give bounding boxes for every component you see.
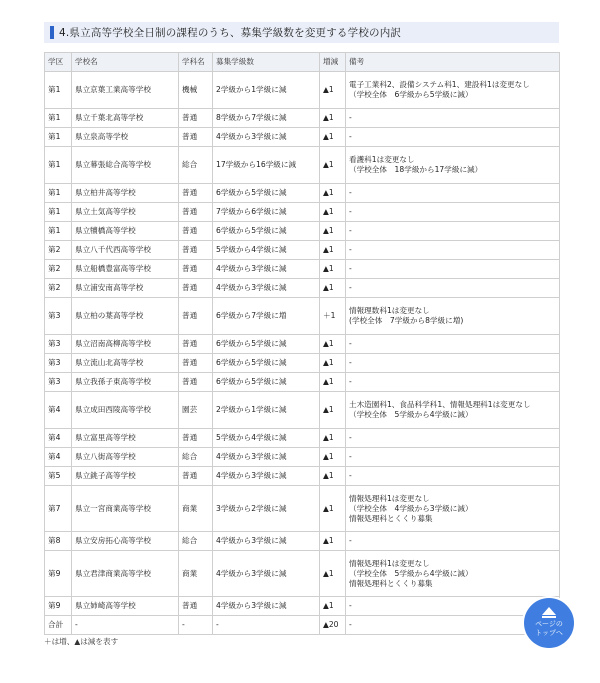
cell-district: 第5: [45, 467, 72, 486]
header-course: 学科名: [179, 53, 213, 72]
remarks-line: 電子工業科2、設備システム科1、建設科1は変更なし: [349, 80, 530, 89]
schools-table: [44, 52, 560, 635]
cell-change: 2学級から1学級に減: [213, 72, 320, 109]
cell-district: 第2: [45, 241, 72, 260]
cell-remarks: [346, 279, 560, 298]
cell-remarks: [346, 72, 560, 109]
table-row: [45, 335, 560, 354]
table-row: [45, 128, 560, 147]
cell-change: 5学級から4学級に減: [213, 241, 320, 260]
cell-course: 園芸: [179, 392, 213, 429]
cell-delta: ▲1: [320, 429, 346, 448]
cell-course: 普通: [179, 184, 213, 203]
cell-delta: ▲1: [320, 448, 346, 467]
cell-course: 総合: [179, 448, 213, 467]
cell-district: 第1: [45, 184, 72, 203]
cell-course: 普通: [179, 109, 213, 128]
remarks-line: -: [349, 226, 352, 235]
cell-change: 4学級から3学級に減: [213, 260, 320, 279]
cell-school: 県立船橋豊富高等学校: [72, 260, 179, 279]
header-remarks: 備考: [346, 53, 560, 72]
table-row: [45, 109, 560, 128]
remarks-line: -: [349, 245, 352, 254]
cell-course: 普通: [179, 373, 213, 392]
remarks-line: （学校全体 18学級から17学級に減）: [349, 165, 483, 174]
cell-delta: ＋1: [320, 298, 346, 335]
cell-remarks: [346, 203, 560, 222]
table-row: [45, 72, 560, 109]
cell-district: 第8: [45, 532, 72, 551]
cell-change: 6学級から5学級に減: [213, 184, 320, 203]
remarks-line: （学校全体 6学級から5学級に減）: [349, 90, 473, 99]
remarks-line: -: [349, 620, 352, 629]
cell-district: 第4: [45, 448, 72, 467]
cell-remarks: [346, 184, 560, 203]
cell-remarks: [346, 392, 560, 429]
cell-delta: ▲1: [320, 260, 346, 279]
cell-change: 5学級から4学級に減: [213, 429, 320, 448]
cell-school: 県立成田西陵高等学校: [72, 392, 179, 429]
cell-district: 第7: [45, 486, 72, 532]
cell-change: 2学級から1学級に減: [213, 392, 320, 429]
table-row: [45, 429, 560, 448]
cell-change: 4学級から3学級に減: [213, 597, 320, 616]
cell-change: 4学級から3学級に減: [213, 448, 320, 467]
remarks-line: -: [349, 207, 352, 216]
cell-district: 第3: [45, 335, 72, 354]
section-title-bar: [44, 22, 559, 43]
cell-remarks: [346, 222, 560, 241]
cell-delta: ▲1: [320, 597, 346, 616]
cell-course: 普通: [179, 298, 213, 335]
remarks-line: 看護科1は変更なし: [349, 155, 415, 164]
table-row: [45, 184, 560, 203]
cell-school: 県立安房拓心高等学校: [72, 532, 179, 551]
cell-district: 第3: [45, 354, 72, 373]
table-row: [45, 298, 560, 335]
cell-delta: ▲1: [320, 467, 346, 486]
table-row: [45, 392, 560, 429]
cell-course: 普通: [179, 241, 213, 260]
cell-school: 県立沼南高柳高等学校: [72, 335, 179, 354]
bar-icon: [542, 616, 556, 618]
cell-school: 県立犢橋高等学校: [72, 222, 179, 241]
cell-district: 第2: [45, 279, 72, 298]
cell-change: 6学級から5学級に減: [213, 354, 320, 373]
cell-change: 8学級から7学級に減: [213, 109, 320, 128]
cell-change: 6学級から5学級に減: [213, 335, 320, 354]
cell-change: 4学級から3学級に減: [213, 467, 320, 486]
cell-course: -: [179, 616, 213, 635]
cell-school: 県立土気高等学校: [72, 203, 179, 222]
table-row: [45, 467, 560, 486]
cell-school: 県立八街高等学校: [72, 448, 179, 467]
remarks-line: 情報処理科1は変更なし: [349, 558, 430, 568]
cell-course: 総合: [179, 147, 213, 184]
cell-change: 6学級から7学級に増: [213, 298, 320, 335]
cell-change: 17学級から16学級に減: [213, 147, 320, 184]
cell-course: 普通: [179, 467, 213, 486]
header-school: 学校名: [72, 53, 179, 72]
cell-delta: ▲1: [320, 486, 346, 532]
cell-remarks: [346, 147, 560, 184]
cell-course: 機械: [179, 72, 213, 109]
table-row: [45, 241, 560, 260]
cell-remarks: [346, 335, 560, 354]
cell-delta: ▲1: [320, 109, 346, 128]
page-top-line1: ページの: [535, 620, 563, 628]
cell-change: 3学級から2学級に減: [213, 486, 320, 532]
cell-school: 県立我孫子東高等学校: [72, 373, 179, 392]
remarks-line: （学校全体 5学級から4学級に減）: [349, 410, 473, 419]
cell-remarks: [346, 109, 560, 128]
cell-district: 第3: [45, 298, 72, 335]
cell-delta: ▲1: [320, 354, 346, 373]
cell-school: 県立柏井高等学校: [72, 184, 179, 203]
cell-change: 6学級から5学級に減: [213, 373, 320, 392]
cell-course: 普通: [179, 279, 213, 298]
cell-district: 第2: [45, 260, 72, 279]
footnote: ＋は増、▲は減を表す: [44, 637, 119, 646]
cell-delta: ▲1: [320, 222, 346, 241]
remarks-line: -: [349, 188, 352, 197]
cell-course: 総合: [179, 532, 213, 551]
remarks-line: -: [349, 113, 352, 122]
header-delta: 増減: [320, 53, 346, 72]
remarks-line: 情報処理科1は変更なし: [349, 493, 430, 503]
cell-remarks: [346, 260, 560, 279]
table-header-row: [45, 53, 560, 72]
cell-delta: ▲1: [320, 335, 346, 354]
cell-district: 第4: [45, 429, 72, 448]
cell-district: 第4: [45, 392, 72, 429]
remarks-line: 情報理数科1は変更なし: [349, 306, 430, 315]
cell-school: 県立銚子高等学校: [72, 467, 179, 486]
cell-change: 4学級から3学級に減: [213, 551, 320, 597]
cell-school: 県立浦安南高等学校: [72, 279, 179, 298]
cell-remarks: [346, 448, 560, 467]
cell-school: 県立京葉工業高等学校: [72, 72, 179, 109]
remarks-line: 土木造園科1、食品科学科1、情報処理科1は変更なし: [349, 400, 531, 409]
cell-course: 普通: [179, 203, 213, 222]
table-row: [45, 486, 560, 532]
cell-school: 県立一宮商業高等学校: [72, 486, 179, 532]
cell-course: 普通: [179, 222, 213, 241]
cell-remarks: [346, 532, 560, 551]
page-top-button[interactable]: [524, 598, 574, 648]
cell-course: 商業: [179, 486, 213, 532]
cell-delta: ▲1: [320, 203, 346, 222]
cell-delta: ▲1: [320, 532, 346, 551]
cell-district: 第1: [45, 109, 72, 128]
page-top-line2: トップへ: [535, 629, 563, 637]
cell-district: 第1: [45, 128, 72, 147]
cell-delta: ▲1: [320, 373, 346, 392]
title-accent-bar: [50, 26, 54, 39]
cell-school: 県立泉高等学校: [72, 128, 179, 147]
cell-remarks: [346, 241, 560, 260]
cell-delta: ▲1: [320, 241, 346, 260]
table-row: [45, 260, 560, 279]
cell-remarks: [346, 354, 560, 373]
cell-delta: ▲1: [320, 184, 346, 203]
cell-district: 第9: [45, 597, 72, 616]
remarks-line: -: [349, 283, 352, 292]
table-row: [45, 532, 560, 551]
cell-district: 第1: [45, 72, 72, 109]
remarks-line: -: [349, 471, 352, 480]
cell-change: 7学級から6学級に減: [213, 203, 320, 222]
cell-remarks: [346, 551, 560, 597]
remarks-line: 情報処理科とくくり募集: [349, 513, 433, 523]
table-row: [45, 354, 560, 373]
cell-delta: ▲1: [320, 279, 346, 298]
cell-school: 県立流山北高等学校: [72, 354, 179, 373]
cell-delta: ▲1: [320, 128, 346, 147]
cell-school: 県立君津商業高等学校: [72, 551, 179, 597]
cell-school: 県立八千代西高等学校: [72, 241, 179, 260]
remarks-line: -: [349, 601, 352, 610]
cell-school: 県立富里高等学校: [72, 429, 179, 448]
cell-school: -: [72, 616, 179, 635]
cell-school: 県立柏の葉高等学校: [72, 298, 179, 335]
cell-school: 県立姉崎高等学校: [72, 597, 179, 616]
cell-district: 第1: [45, 147, 72, 184]
cell-delta: ▲20: [320, 616, 346, 635]
cell-course: 普通: [179, 128, 213, 147]
table-row: [45, 597, 560, 616]
table-row: [45, 279, 560, 298]
header-change: 募集学級数: [213, 53, 320, 72]
cell-remarks: [346, 429, 560, 448]
cell-delta: ▲1: [320, 72, 346, 109]
remarks-line: -: [349, 452, 352, 461]
cell-district: 第3: [45, 373, 72, 392]
cell-course: 普通: [179, 335, 213, 354]
remarks-line: -: [349, 264, 352, 273]
cell-remarks: [346, 373, 560, 392]
table-row: [45, 448, 560, 467]
remarks-line: （学校全体 5学級から4学級に減）: [349, 568, 473, 578]
cell-district: 合計: [45, 616, 72, 635]
cell-district: 第9: [45, 551, 72, 597]
cell-change: 4学級から3学級に減: [213, 279, 320, 298]
cell-course: 普通: [179, 354, 213, 373]
table-row: [45, 203, 560, 222]
table-row: [45, 222, 560, 241]
cell-change: -: [213, 616, 320, 635]
table-row: [45, 551, 560, 597]
table-row: [45, 147, 560, 184]
table-body: [45, 72, 560, 635]
remarks-line: (学校全体 7学級から8学級に増): [349, 316, 464, 325]
cell-change: 4学級から3学級に減: [213, 532, 320, 551]
cell-course: 商業: [179, 551, 213, 597]
remarks-line: -: [349, 339, 352, 348]
cell-change: 4学級から3学級に減: [213, 128, 320, 147]
remarks-line: -: [349, 132, 352, 141]
remarks-line: -: [349, 377, 352, 386]
table-row: [45, 373, 560, 392]
cell-delta: ▲1: [320, 392, 346, 429]
remarks-line: -: [349, 358, 352, 367]
cell-remarks: [346, 486, 560, 532]
cell-district: 第1: [45, 203, 72, 222]
cell-change: 6学級から5学級に減: [213, 222, 320, 241]
remarks-line: -: [349, 433, 352, 442]
cell-course: 普通: [179, 429, 213, 448]
cell-remarks: [346, 298, 560, 335]
cell-school: 県立幕張総合高等学校: [72, 147, 179, 184]
cell-delta: ▲1: [320, 551, 346, 597]
header-district: 学区: [45, 53, 72, 72]
cell-remarks: [346, 467, 560, 486]
arrow-up-icon: [542, 607, 556, 615]
cell-course: 普通: [179, 597, 213, 616]
section-title: 4.県立高等学校全日制の課程のうち、募集学級数を変更する学校の内訳: [59, 27, 402, 39]
cell-remarks: [346, 128, 560, 147]
cell-district: 第1: [45, 222, 72, 241]
cell-course: 普通: [179, 260, 213, 279]
remarks-line: （学校全体 4学級から3学級に減）: [349, 503, 473, 513]
cell-delta: ▲1: [320, 147, 346, 184]
table-row: [45, 616, 560, 635]
remarks-line: -: [349, 536, 352, 545]
remarks-line: 情報処理科とくくり募集: [349, 578, 433, 588]
cell-school: 県立千葉北高等学校: [72, 109, 179, 128]
